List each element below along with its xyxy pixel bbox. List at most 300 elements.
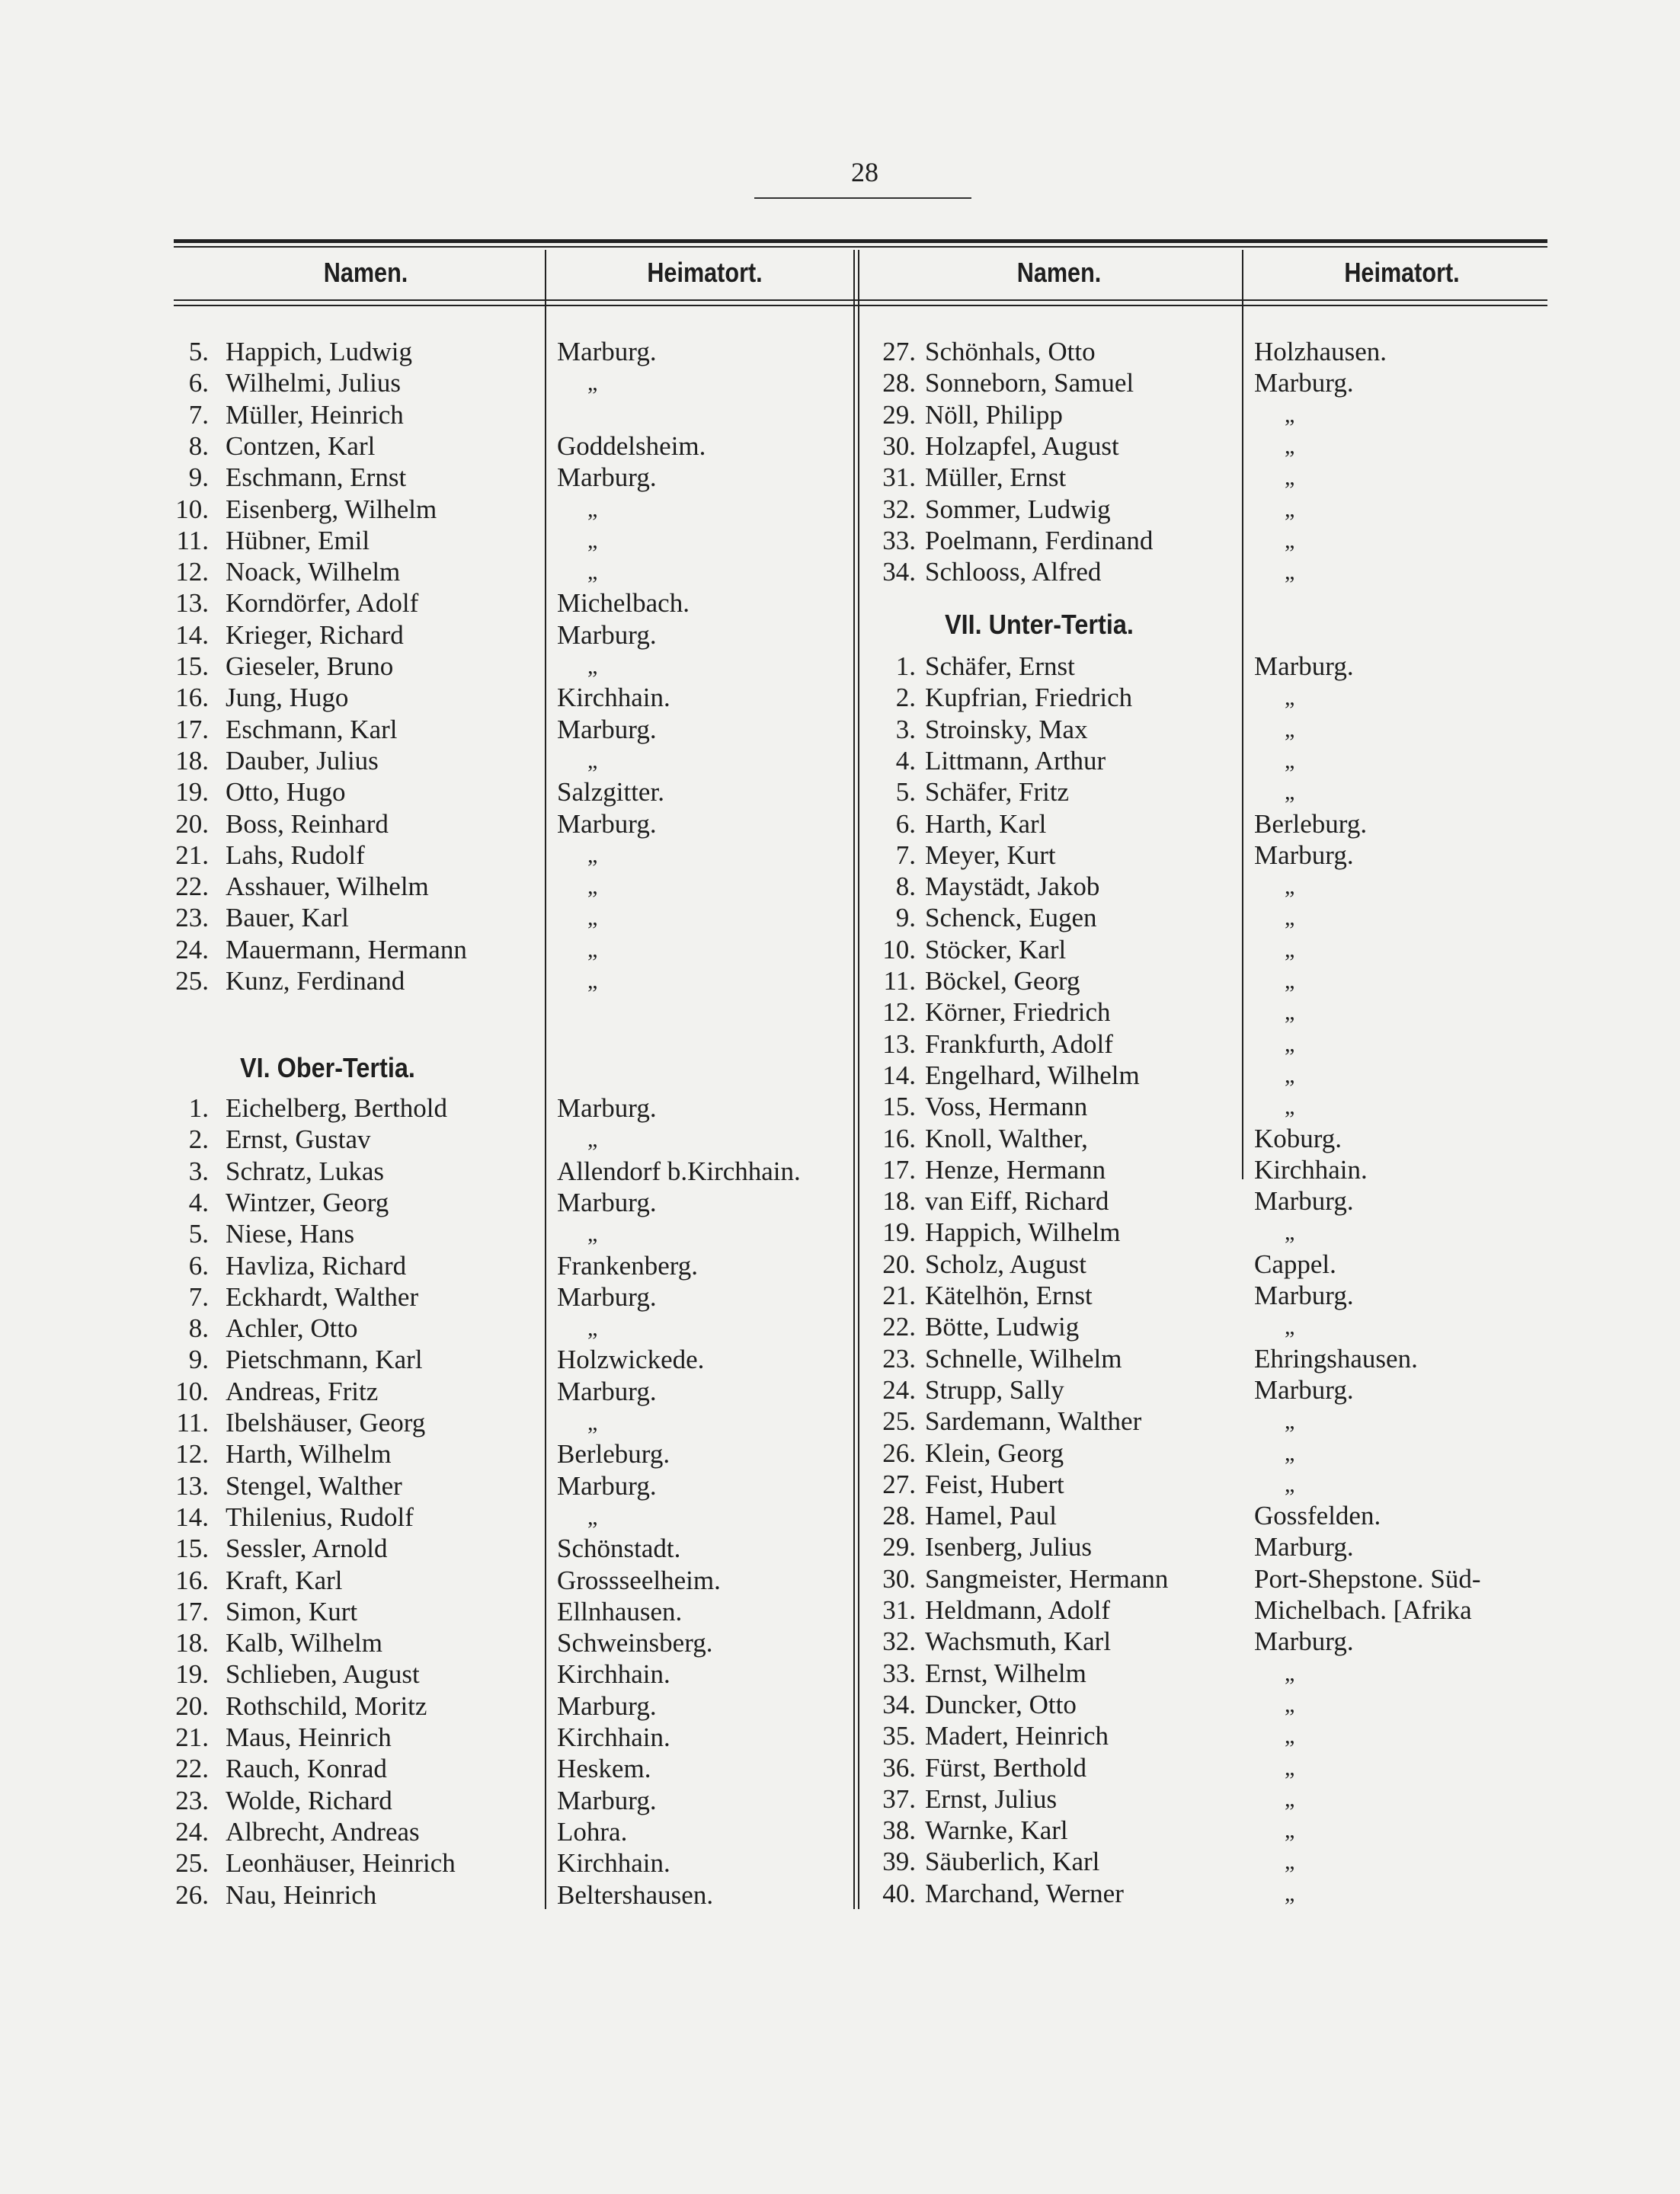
entry-number: 7. [188, 1281, 209, 1312]
home-town: „ [1285, 1754, 1295, 1780]
student-name: Eisenberg, Wilhelm [226, 494, 437, 524]
home-town: „ [1285, 905, 1295, 931]
student-name: Thilenius, Rudolf [226, 1502, 414, 1532]
home-town: Marburg. [557, 337, 657, 366]
list-item [0, 1154, 1680, 1185]
student-name: Säuberlich, Karl [925, 1847, 1100, 1877]
student-name: Kätelhön, Ernst [925, 1281, 1093, 1310]
student-name: Stöcker, Karl [925, 934, 1067, 964]
list-item [0, 494, 1680, 525]
home-town: Kirchhain. [1254, 1154, 1368, 1185]
list-item [0, 902, 1680, 933]
student-name: Meyer, Kurt [925, 840, 1056, 870]
student-name: Sangmeister, Hermann [925, 1563, 1169, 1594]
entry-number: 31. [882, 462, 916, 493]
student-name: Bauer, Karl [226, 903, 349, 933]
page-number: 28 [851, 157, 878, 187]
entry-number: 14. [175, 619, 209, 650]
student-name: van Eiff, Richard [925, 1186, 1109, 1217]
list-item [0, 776, 1680, 808]
list-item [0, 1594, 1680, 1626]
student-name: Krieger, Richard [226, 619, 404, 650]
entry-number: 1. [188, 1093, 209, 1123]
entry-number: 22. [882, 1312, 916, 1342]
student-name: Voss, Hermann [925, 1092, 1088, 1122]
student-name: Madert, Heinrich [925, 1721, 1109, 1751]
home-town: „ [1285, 496, 1295, 522]
entry-number: 7. [188, 399, 209, 430]
home-town: Marburg. [1254, 1374, 1354, 1405]
entry-number: 9. [895, 903, 916, 933]
entry-number: 40. [882, 1878, 916, 1908]
home-town: Schweinsberg. [557, 1628, 713, 1658]
student-name: Böckel, Georg [925, 966, 1080, 996]
entry-number: 27. [882, 337, 916, 366]
student-name: Frankfurth, Adolf [925, 1028, 1113, 1059]
student-name: Heldmann, Adolf [925, 1595, 1111, 1625]
entry-number: 8. [895, 872, 916, 902]
entry-number: 38. [882, 1815, 916, 1846]
entry-number: 21. [882, 1281, 916, 1310]
home-town: „ [1285, 527, 1295, 553]
home-town: „ [1285, 936, 1295, 962]
list-item [0, 1752, 1680, 1783]
student-name: Harth, Wilhelm [226, 1439, 392, 1470]
list-item [0, 525, 1680, 556]
home-town: Ehringshausen. [1254, 1343, 1418, 1374]
home-town: Kirchhain. [557, 1659, 670, 1690]
student-name: Pietschmann, Karl [226, 1345, 423, 1375]
list-item [0, 1783, 1680, 1815]
home-town: „ [587, 1127, 598, 1153]
home-town: „ [1285, 401, 1295, 427]
list-item [0, 1249, 1680, 1280]
home-town: Grossseelheim. [557, 1565, 721, 1595]
student-name: Schnelle, Wilhelm [925, 1343, 1122, 1374]
entry-number: 30. [882, 1563, 916, 1594]
home-town: „ [1285, 1314, 1295, 1340]
list-item [0, 934, 1680, 965]
page-number-rule [754, 197, 971, 199]
list-item [0, 619, 1680, 651]
student-name: Poelmann, Ferdinand [925, 525, 1154, 555]
list-item [0, 336, 1680, 367]
student-name: Warnke, Karl [925, 1815, 1068, 1846]
home-town: Marburg. [557, 462, 657, 493]
home-town: Schönstadt. [557, 1534, 681, 1564]
home-town: Marburg. [557, 1187, 657, 1217]
student-name: Schlooss, Alfred [925, 557, 1102, 587]
entry-number: 4. [895, 745, 916, 776]
home-town: Marburg. [557, 1785, 657, 1815]
student-name: Duncker, Otto [925, 1689, 1077, 1719]
student-name: Müller, Ernst [925, 462, 1067, 493]
entry-number: 8. [188, 1313, 209, 1344]
home-town: „ [587, 1316, 598, 1342]
home-town: „ [1285, 1786, 1295, 1812]
entry-number: 34. [882, 1689, 916, 1719]
student-name: Albrecht, Andreas [226, 1816, 420, 1847]
student-name: Ernst, Wilhelm [925, 1658, 1086, 1688]
list-item [0, 1563, 1680, 1594]
home-town: „ [1285, 1691, 1295, 1717]
entry-number: 13. [175, 588, 209, 619]
home-town: „ [587, 842, 598, 868]
student-name: Stroinsky, Max [925, 714, 1088, 744]
entry-number: 28. [882, 368, 916, 398]
list-item [0, 965, 1680, 996]
home-town: „ [1285, 1471, 1295, 1497]
home-town: Frankenberg. [557, 1250, 698, 1281]
list-item [0, 1500, 1680, 1531]
entry-number: 11. [176, 1408, 209, 1438]
student-name: Kalb, Wilhelm [226, 1628, 382, 1658]
home-town: Marburg. [557, 1281, 657, 1312]
home-town: Holzhausen. [1254, 337, 1387, 366]
list-item [0, 1469, 1680, 1500]
student-name: Körner, Friedrich [925, 997, 1111, 1028]
home-town: „ [587, 905, 598, 931]
home-town: Koburg. [1254, 1123, 1342, 1153]
entry-number: 33. [882, 525, 916, 555]
student-name: Ibelshäuser, Georg [226, 1408, 426, 1438]
entry-number: 11. [883, 966, 916, 996]
entry-number: 19. [175, 1659, 209, 1690]
entry-number: 14. [175, 1502, 209, 1532]
student-name: Sardemann, Walther [925, 1406, 1142, 1437]
list-item [0, 682, 1680, 713]
entry-number: 32. [882, 494, 916, 524]
entry-number: 29. [882, 1532, 916, 1562]
entry-number: 5. [895, 777, 916, 808]
list-item [0, 556, 1680, 587]
entry-number: 26. [882, 1438, 916, 1468]
home-town: „ [587, 1504, 598, 1530]
home-town: Marburg. [557, 1690, 657, 1721]
student-name: Feist, Hubert [925, 1469, 1064, 1499]
entry-number: 13. [175, 1470, 209, 1501]
student-name: Kraft, Karl [226, 1565, 343, 1595]
list-item [0, 1878, 1680, 1909]
home-town: „ [1285, 1880, 1295, 1906]
entry-number: 19. [175, 777, 209, 808]
home-town: Lohra. [557, 1816, 628, 1847]
student-name: Eckhardt, Walther [226, 1281, 419, 1312]
student-name: Noack, Wilhelm [226, 557, 401, 587]
student-name: Stengel, Walther [226, 1470, 402, 1501]
student-name: Eschmann, Karl [226, 714, 398, 744]
student-name: Niese, Hans [226, 1219, 355, 1249]
section-vii-title: VII. Unter-Tertia. [945, 609, 1134, 640]
home-town: „ [1285, 1723, 1295, 1749]
student-name: Schenck, Eugen [925, 903, 1097, 933]
entry-number: 3. [895, 714, 916, 744]
entry-number: 10. [882, 934, 916, 964]
student-name: Asshauer, Wilhelm [226, 872, 429, 902]
home-town: Marburg. [557, 714, 657, 744]
entry-number: 9. [188, 462, 209, 493]
home-town: Holzwickede. [557, 1345, 705, 1375]
student-name: Eichelberg, Berthold [226, 1093, 447, 1123]
entry-number: 15. [175, 651, 209, 681]
entry-number: 23. [882, 1343, 916, 1374]
list-item [0, 1091, 1680, 1122]
student-name: Schratz, Lukas [226, 1156, 384, 1186]
home-town: Ellnhausen. [557, 1596, 683, 1626]
entry-number: 18. [175, 1628, 209, 1658]
student-name: Marchand, Werner [925, 1878, 1124, 1908]
entry-number: 6. [188, 368, 209, 398]
list-item [0, 367, 1680, 398]
student-name: Jung, Hugo [226, 683, 349, 713]
home-town: Heskem. [557, 1754, 651, 1784]
entry-number: 13. [882, 1028, 916, 1059]
home-town: „ [1285, 1220, 1295, 1246]
home-town: Port-Shepstone. Süd- [1254, 1563, 1481, 1594]
list-item [0, 399, 1680, 430]
list-item [0, 1060, 1680, 1091]
student-name: Andreas, Fritz [226, 1376, 379, 1406]
home-town: Marburg. [1254, 1626, 1354, 1657]
entry-number: 34. [882, 557, 916, 587]
home-town: „ [1285, 1660, 1295, 1686]
home-town: Beltershausen. [557, 1879, 714, 1910]
student-name: Lahs, Rudolf [226, 840, 365, 870]
student-name: Rothschild, Moritz [226, 1690, 427, 1721]
entry-number: 17. [175, 714, 209, 744]
list-item [0, 651, 1680, 682]
home-town: Berleburg. [557, 1439, 670, 1470]
student-name: Henze, Hermann [925, 1154, 1106, 1185]
entry-number: 22. [175, 872, 209, 902]
student-name: Kupfrian, Friedrich [925, 683, 1133, 713]
student-name: Nau, Heinrich [226, 1879, 377, 1910]
student-name: Kunz, Ferdinand [226, 966, 405, 996]
student-name: Wintzer, Georg [226, 1187, 389, 1217]
list-item [0, 871, 1680, 902]
table-top-rule [174, 239, 1547, 243]
entry-number: 25. [882, 1406, 916, 1437]
entry-number: 12. [882, 997, 916, 1028]
home-town: „ [587, 496, 598, 522]
home-town: Michelbach. [Afrika [1254, 1595, 1472, 1625]
home-town: „ [587, 370, 598, 396]
home-town: „ [587, 1221, 598, 1247]
student-name: Engelhard, Wilhelm [925, 1060, 1140, 1090]
entry-number: 11. [176, 525, 209, 555]
home-town: Marburg. [557, 1470, 657, 1501]
home-town: „ [587, 1410, 598, 1435]
entry-number: 22. [175, 1754, 209, 1784]
student-name: Havliza, Richard [226, 1250, 407, 1281]
list-item [0, 1406, 1680, 1437]
entry-number: 28. [882, 1501, 916, 1531]
list-item [0, 1028, 1680, 1060]
entry-number: 2. [895, 683, 916, 713]
header-town-left: Heimatort. [647, 257, 763, 288]
student-name: Gieseler, Bruno [226, 651, 394, 681]
home-town: „ [587, 968, 598, 993]
entry-number: 24. [175, 1816, 209, 1847]
home-town: „ [1285, 716, 1295, 742]
home-town: „ [1285, 1062, 1295, 1088]
entry-number: 30. [882, 430, 916, 461]
entry-number: 25. [175, 1848, 209, 1879]
entry-number: 27. [882, 1469, 916, 1499]
student-name: Harth, Karl [925, 808, 1047, 839]
entry-number: 18. [175, 745, 209, 776]
entry-number: 15. [175, 1534, 209, 1564]
entry-number: 21. [175, 1722, 209, 1752]
student-name: Sessler, Arnold [226, 1534, 388, 1564]
home-town: „ [1285, 999, 1295, 1025]
home-town: Marburg. [1254, 1281, 1354, 1310]
header-names-right: Namen. [1016, 257, 1102, 288]
student-name: Ernst, Gustav [226, 1124, 371, 1155]
home-town: „ [1285, 685, 1295, 711]
student-name: Isenberg, Julius [925, 1532, 1093, 1562]
entry-number: 10. [175, 494, 209, 524]
list-item [0, 808, 1680, 840]
entry-number: 10. [175, 1376, 209, 1406]
entry-number: 5. [188, 1219, 209, 1249]
home-town: Marburg. [1254, 1532, 1354, 1562]
home-town: „ [587, 654, 598, 679]
home-town: Marburg. [1254, 840, 1354, 870]
student-name: Mauermann, Hermann [226, 934, 467, 964]
entry-number: 3. [188, 1156, 209, 1186]
entry-number: 17. [175, 1596, 209, 1626]
entry-number: 6. [895, 808, 916, 839]
student-name: Eschmann, Ernst [226, 462, 407, 493]
home-town: Marburg. [557, 1376, 657, 1406]
home-town: Marburg. [557, 1093, 657, 1123]
home-town: „ [1285, 874, 1295, 900]
student-name: Knoll, Walther, [925, 1123, 1088, 1153]
list-item [0, 1658, 1680, 1689]
entry-number: 24. [882, 1374, 916, 1405]
entry-number: 17. [882, 1154, 916, 1185]
home-town: Kirchhain. [557, 1848, 670, 1879]
student-name: Hamel, Paul [925, 1501, 1058, 1531]
home-town: „ [1285, 1094, 1295, 1120]
entry-number: 12. [175, 557, 209, 587]
list-item [0, 714, 1680, 745]
home-town: Marburg. [557, 619, 657, 650]
list-item [0, 1626, 1680, 1657]
home-town: „ [1285, 1818, 1295, 1844]
list-item [0, 1217, 1680, 1248]
list-item [0, 1815, 1680, 1846]
entry-number: 26. [175, 1879, 209, 1910]
home-town: Salzgitter. [557, 777, 664, 808]
home-town: „ [1285, 747, 1295, 773]
student-name: Fürst, Berthold [925, 1752, 1086, 1783]
student-name: Wilhelmi, Julius [226, 368, 401, 398]
entry-number: 35. [882, 1721, 916, 1751]
home-town: „ [587, 874, 598, 900]
entry-number: 18. [882, 1186, 916, 1217]
header-town-right: Heimatort. [1344, 257, 1460, 288]
list-item [0, 587, 1680, 619]
entry-number: 4. [188, 1187, 209, 1217]
student-name: Holzapfel, August [925, 430, 1119, 461]
entry-number: 16. [882, 1123, 916, 1153]
student-name: Otto, Hugo [226, 777, 346, 808]
student-name: Dauber, Julius [226, 745, 379, 776]
entry-number: 16. [175, 1565, 209, 1595]
student-name: Maus, Heinrich [226, 1722, 392, 1752]
header-bottom-rule [174, 299, 1547, 301]
home-town: „ [587, 936, 598, 962]
list-item [0, 1123, 1680, 1154]
student-name: Boss, Reinhard [226, 808, 389, 839]
student-name: Nöll, Philipp [925, 399, 1063, 430]
student-name: Wolde, Richard [226, 1785, 392, 1815]
student-name: Wachsmuth, Karl [925, 1626, 1112, 1657]
entry-number: 8. [188, 430, 209, 461]
list-item [0, 996, 1680, 1028]
home-town: Gossfelden. [1254, 1501, 1381, 1531]
home-town: Goddelsheim. [557, 430, 706, 461]
student-name: Simon, Kurt [226, 1596, 358, 1626]
student-name: Maystädt, Jakob [925, 872, 1100, 902]
entry-number: 1. [895, 651, 916, 681]
student-name: Happich, Ludwig [226, 337, 412, 366]
entry-number: 12. [175, 1439, 209, 1470]
header-names-left: Namen. [323, 257, 408, 288]
home-town: „ [587, 527, 598, 553]
home-town: Berleburg. [1254, 808, 1368, 839]
student-name: Ernst, Julius [925, 1783, 1058, 1814]
list-item [0, 1311, 1680, 1342]
header-bottom-rule-thin [174, 305, 1547, 306]
home-town: Marburg. [1254, 368, 1354, 398]
list-item [0, 1343, 1680, 1374]
entry-number: 36. [882, 1752, 916, 1783]
entry-number: 5. [188, 337, 209, 366]
entry-number: 32. [882, 1626, 916, 1657]
home-town: „ [587, 559, 598, 585]
entry-number: 39. [882, 1847, 916, 1877]
list-item [0, 430, 1680, 462]
list-item [0, 745, 1680, 776]
student-name: Strupp, Sally [925, 1374, 1064, 1405]
student-name: Rauch, Konrad [226, 1754, 387, 1784]
home-town: „ [1285, 1409, 1295, 1434]
entry-number: 2. [188, 1124, 209, 1155]
list-item [0, 1280, 1680, 1311]
entry-number: 14. [882, 1060, 916, 1090]
student-name: Klein, Georg [925, 1438, 1064, 1468]
section-vi-title: VI. Ober-Tertia. [240, 1052, 415, 1083]
student-name: Sonneborn, Samuel [925, 368, 1134, 398]
home-town: Kirchhain. [557, 683, 670, 713]
home-town: „ [1285, 433, 1295, 459]
list-item [0, 1531, 1680, 1562]
student-name: Müller, Heinrich [226, 399, 404, 430]
entry-number: 31. [882, 1595, 916, 1625]
entry-number: 37. [882, 1783, 916, 1814]
home-town: Marburg. [1254, 1186, 1354, 1217]
home-town: Allendorf b.Kirchhain. [557, 1156, 801, 1186]
home-town: Kirchhain. [557, 1722, 670, 1752]
list-item [0, 1846, 1680, 1877]
student-name: Korndörfer, Adolf [226, 588, 419, 619]
entry-number: 9. [188, 1345, 209, 1375]
list-item [0, 1438, 1680, 1469]
student-name: Hübner, Emil [226, 525, 370, 555]
